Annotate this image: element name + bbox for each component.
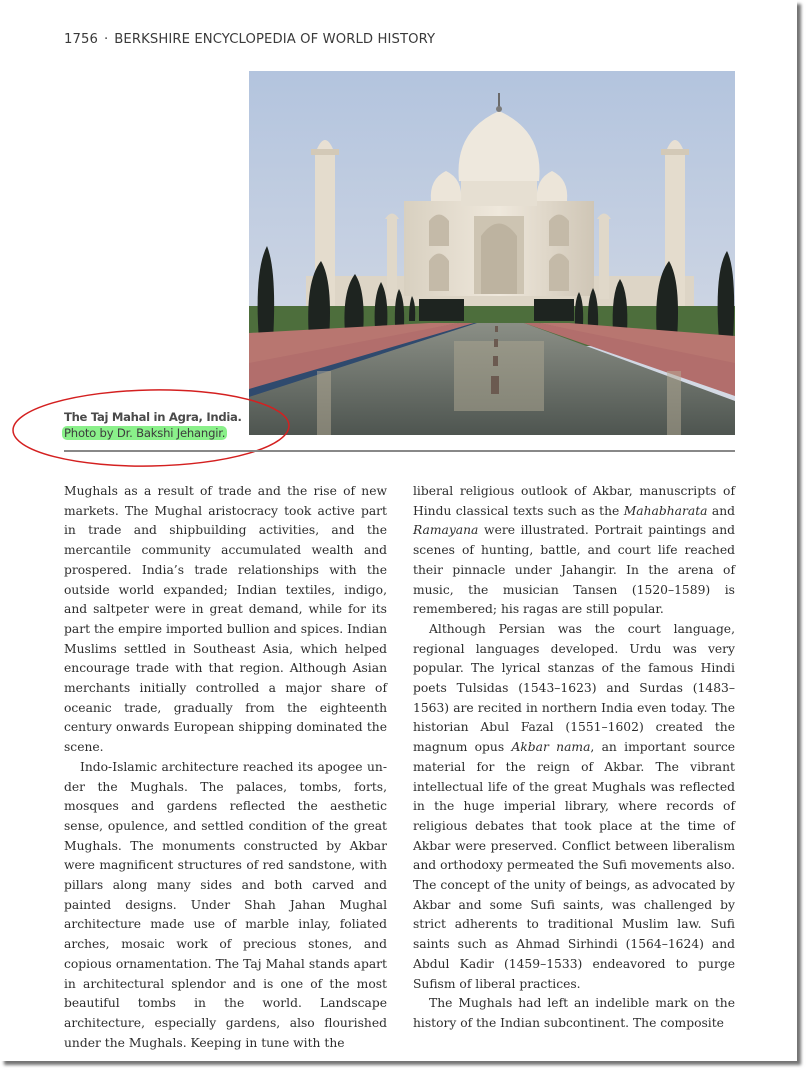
- text-run: Although Persian was the court language, regional languages developed. Urdu was very popular. The lyrical stanzas of the famous Hindi poets Tulsidas (1543–1623) and Surdas (1483–1563) are recited in northern India even today. The historian Abul Fazal (1551–1602) created the magnum opus: [413, 621, 735, 755]
- taj-mahal-photo: [249, 71, 735, 435]
- right-paragraph-2: [413, 620, 735, 994]
- left-paragraph-1: Mughals as a result of trade and the rise of new markets. The Mughal aristocracy took active part in trade and shipbuilding activities, and the mercantile community accumulated wealth and prospered. India’s trade relationships with the outside world expanded; Indian textiles, indigo, and saltpeter were in great demand, while for its part the empire imported bullion and spices. Indian Muslims settled in Southeast Asia, which helped encourage trade with that region. Although Asian merchants initially controlled a major share of oceanic trade, gradually from the eighteenth century onwards European shipping dominated the scene.: [64, 484, 387, 755]
- figure-caption: [64, 409, 242, 441]
- title-akbar-nama: Akbar nama: [511, 740, 591, 755]
- text-run: were illustrated. Portrait paintings and scenes of hunting, battle, and court life reached their pinnacle under Jahangir. In the arena of music, the musician Tansen (1520–1589) is remembered; his ragas are still popular.: [413, 523, 735, 617]
- caption-divider: [64, 450, 735, 452]
- right-column: [413, 482, 735, 1034]
- title-ramayana: Ramayana: [413, 523, 479, 538]
- right-paragraph-3: The Mughals had left an indelible mark on the history of the Indian subcontinent. The composite: [413, 996, 735, 1030]
- right-paragraph-1: [413, 482, 735, 620]
- page-number: 1756: [64, 32, 98, 47]
- text-run: and: [707, 503, 735, 518]
- left-column: [64, 482, 387, 1053]
- left-paragraph-2: Indo-Islamic architecture reached its apogee under the Mughals. The palaces, tombs, forts, mosques and gardens reflected the aesthetic sense, opulence, and settled condition of the great Mughals. The monuments constructed by Akbar were magnificent structures of red sandstone, with pillars along many sides and both carved and painted designs. Under Shah Jahan Mughal architecture made use of marble inlay, foliated arches, mosaic work of precious stones, and copious ornamentation. The Taj Mahal stands apart in architectural splendor and is one of the most beautiful tombs in the world. Landscape architecture, especially gardens, also flourished under the Mughals. Keeping in tune with the: [64, 759, 387, 1050]
- book-title: BERKSHIRE ENCYCLOPEDIA OF WORLD HISTORY: [114, 32, 436, 47]
- text-run: liberal religious outlook of Akbar, manuscripts of Hindu classical texts such as the: [413, 484, 735, 518]
- title-mahabharata: Mahabharata: [623, 503, 708, 518]
- running-head: [64, 32, 435, 47]
- caption-title: The Taj Mahal in Agra, India.: [64, 410, 242, 424]
- caption-photo-credit: Photo by Dr. Bakshi Jehangir.: [64, 426, 226, 440]
- text-run: , an important source material for the reign of Akbar. The vibrant intellectual life of the great Mughals was reflected in the huge imperial library, where records of religious debates that took place at the time of Akbar were preserved. Conflict between liberalism and orthodoxy permeated the Sufi movements also. The concept of the unity of beings, as advocated by Akbar and some Sufi saints, was challenged by strict adherents to traditional Muslim law. Sufi saints such as Ahmad Sirhindi (1564–1624) and Abdul Kadir (1459–1533) endeavored to purge Sufism of liberal practices.: [413, 740, 735, 991]
- header-separator: ·: [103, 32, 109, 47]
